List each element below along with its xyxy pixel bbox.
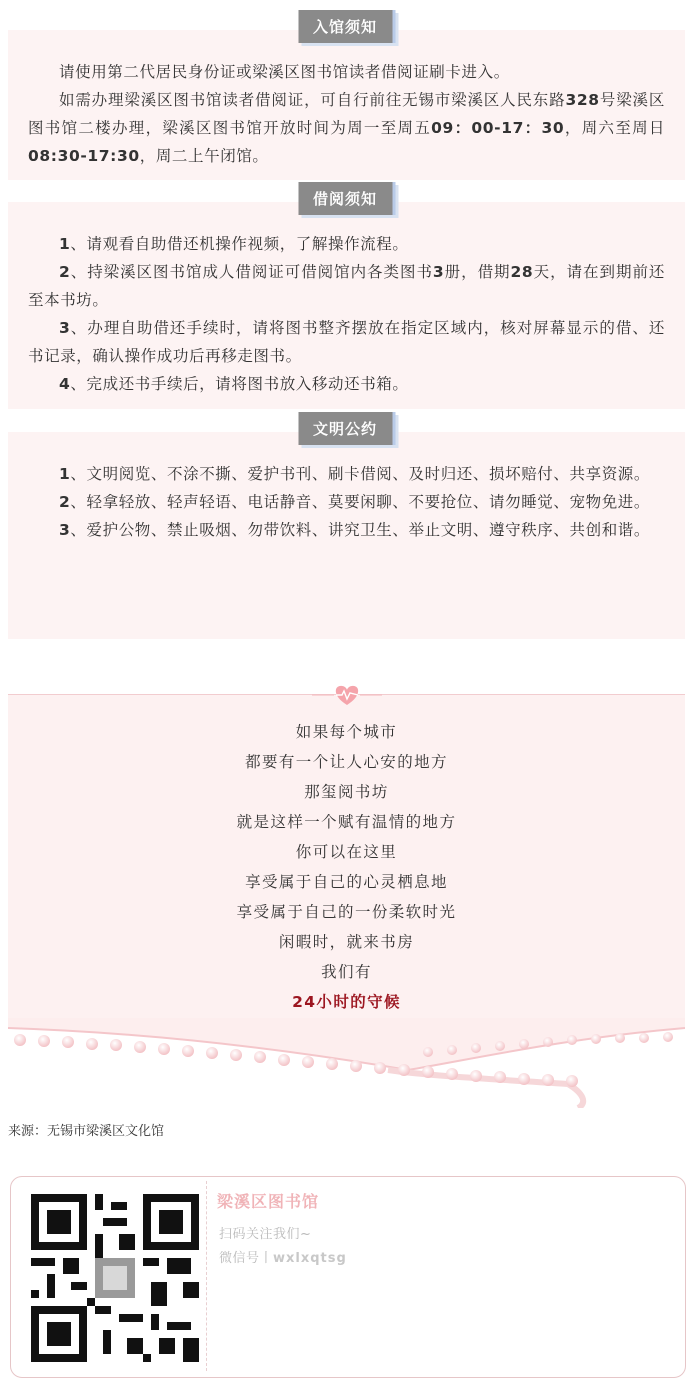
entry-section [8, 18, 685, 180]
poem-line: 享受属于自己的一份柔软时光 [236, 903, 457, 921]
wechat-label: 微信号丨 [219, 1251, 274, 1266]
civility-body [28, 460, 665, 544]
pearl-curtain-decoration [8, 1018, 685, 1108]
poem-section [8, 694, 685, 1027]
entry-title: 入馆须知 [298, 10, 395, 43]
civility-title: 文明公约 [298, 412, 395, 445]
borrow-section [8, 190, 685, 409]
borrow-item-2: 2、持梁溪区图书馆成人借阅证可借阅馆内各类图书3册，借期28天，请在到期前还至本书坊。 [28, 263, 666, 309]
entry-body [28, 58, 665, 170]
qr-code-icon[interactable] [31, 1194, 199, 1362]
borrow-body [28, 230, 665, 398]
poem-line: 享受属于自己的心灵栖息地 [245, 873, 448, 891]
civility-item-3: 3、爱护公物、禁止吸烟、勿带饮料、讲究卫生、举止文明、遵守秩序、共创和谐。 [59, 521, 650, 539]
poem-line: 闲暇时，就来书房 [278, 933, 415, 951]
follow-card [10, 1176, 686, 1378]
follow-text: 扫码关注我们~ [219, 1227, 312, 1242]
card-title: 梁溪区图书馆 [217, 1192, 320, 1211]
poem-line: 都要有一个让人心安的地方 [245, 753, 448, 771]
borrow-title: 借阅须知 [298, 182, 395, 215]
civility-section [8, 420, 685, 639]
heart-icon [312, 682, 382, 708]
source-text: 来源：无锡市梁溪区文化馆 [8, 1124, 165, 1139]
borrow-item-1: 1、请观看自助借还机操作视频，了解操作流程。 [59, 235, 409, 253]
poem-lines [8, 717, 685, 1017]
borrow-item-3: 3、办理自助借还手续时，请将图书整齐摆放在指定区域内，核对屏幕显示的借、还书记录，确认操作成功后再移走图书。 [28, 319, 665, 365]
wechat-id-line [219, 1247, 347, 1266]
wechat-id: wxlxqtsg [273, 1251, 347, 1266]
poem-line: 你可以在这里 [295, 843, 398, 861]
civility-item-1: 1、文明阅览、不涂不撕、爱护书刊、刷卡借阅、及时归还、损坏赔付、共享资源。 [59, 465, 650, 483]
poem-line: 就是这样一个赋有温情的地方 [236, 813, 457, 831]
entry-paragraph-1: 请使用第二代居民身份证或梁溪区图书馆读者借阅证刷卡进入。 [59, 63, 510, 81]
poem-line: 如果每个城市 [295, 723, 398, 741]
poem-line: 我们有 [321, 963, 372, 981]
civility-item-2: 2、轻拿轻放、轻声轻语、电话静音、莫要闲聊、不要抢位、请勿睡觉、宠物免进。 [59, 493, 650, 511]
qr-area [17, 1181, 207, 1371]
borrow-item-4: 4、完成还书手续后，请将图书放入移动还书箱。 [59, 375, 409, 393]
entry-paragraph-2: 如需办理梁溪区图书馆读者借阅证，可自行前往无锡市梁溪区人民东路328号梁溪区图书馆二楼办理，梁溪区图书馆开放时间为周一至周五09：00-17：30，周六至周日08:30-17:30，周二上午闭馆。 [28, 91, 666, 165]
poem-highlight: 24小时的守候 [292, 993, 401, 1011]
poem-line: 那玺阅书坊 [304, 783, 389, 801]
